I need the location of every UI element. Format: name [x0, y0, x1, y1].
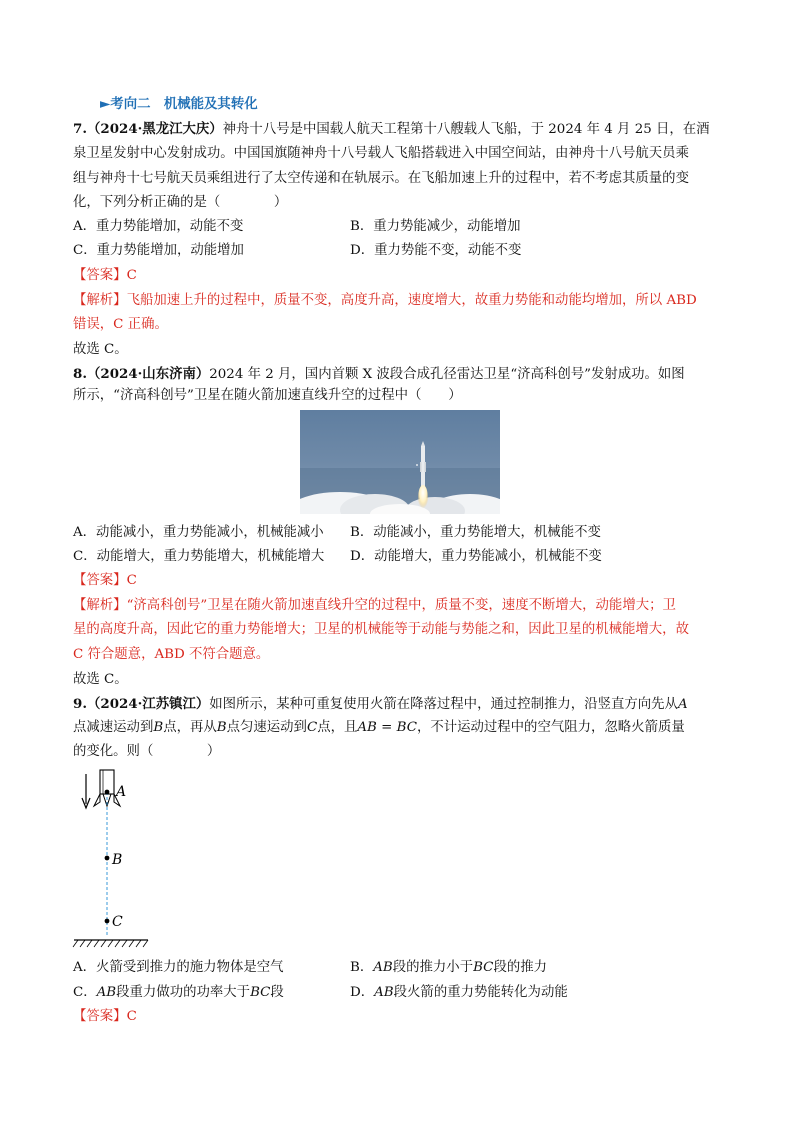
- q8-answer-label: 【答案】: [73, 573, 127, 588]
- q7-answer-label: 【答案】: [73, 268, 127, 283]
- section-title: ►考向二 机械能及其转化: [100, 96, 258, 112]
- q7-source: （2024·黑龙江大庆）: [86, 121, 223, 137]
- q9-text-3: 的变化。则（ ）: [73, 744, 221, 759]
- q7-option-d: D．重力势能不变，动能不变: [350, 243, 522, 258]
- label-b: B: [112, 852, 123, 868]
- q8-answer: [73, 571, 137, 591]
- q9-option-b-ab: AB: [373, 960, 393, 975]
- q9-var-a: A: [677, 697, 688, 712]
- q8-conclusion: 故选 C。: [73, 672, 128, 687]
- q7-analysis-text-1: 飞船加速上升的过程中，质量不变，高度升高，速度增大，故重力势能和动能均增加，所以 ABD: [126, 293, 697, 308]
- q9-option-b-prefix: B．: [350, 960, 374, 975]
- q9-text-2c: 点匀速运动到: [226, 720, 307, 735]
- q8-analysis-1: [73, 596, 676, 616]
- q9-option-c-ab: AB: [96, 985, 117, 1000]
- q9-option-b-bc: BC: [473, 960, 494, 975]
- q7-text-3: 组与神舟十七号航天员乘组进行了太空传递和在轨展示。在飞船加速上升的过程中，若不考虑其质量的变: [73, 171, 689, 186]
- q8-source: （2024·山东济南）: [86, 366, 210, 382]
- q7-answer-value: C: [126, 268, 137, 283]
- q7-number: 7.: [73, 121, 87, 137]
- q9-option-a: A．火箭受到推力的施力物体是空气: [73, 960, 284, 975]
- rocket-launch-photo: [300, 410, 500, 514]
- q9-option-b-mid: 段的推力小于: [392, 960, 474, 975]
- point-a: [105, 790, 110, 795]
- q9-var-b-2: B: [216, 720, 227, 735]
- q8-answer-value: C: [126, 573, 137, 588]
- q9-source: （2024·江苏镇江）: [86, 696, 210, 712]
- q9-var-c: C: [306, 720, 318, 735]
- q9-option-d-prefix: D．: [350, 985, 375, 1000]
- q9-answer-value: C: [126, 1009, 137, 1024]
- q9-line-1: [73, 694, 688, 715]
- q7-analysis-1: [73, 291, 697, 311]
- q9-equation: AB = BC: [357, 720, 417, 735]
- q8-text-1: 2024 年 2 月，国内首颗 X 波段合成孔径雷达卫星“济高科创号”发射成功。如图: [209, 367, 685, 382]
- q8-analysis-text-1: “济高科创号”卫星在随火箭加速直线升空的过程中，质量不变，速度不断增大，动能增大；卫: [126, 598, 676, 613]
- q9-option-d-post: 段火箭的重力势能转化为动能: [393, 985, 568, 1000]
- ground-hatch: [73, 940, 148, 947]
- q9-text-2d: 点，且: [317, 720, 358, 735]
- label-c: C: [112, 914, 123, 930]
- q9-var-b: B: [153, 720, 164, 735]
- q8-text-2: 所示，“济高科创号”卫星在随火箭加速直线升空的过程中（ ）: [73, 388, 462, 403]
- q9-option-c-bc: BC: [250, 985, 271, 1000]
- q8-analysis-label: 【解析】: [73, 598, 127, 613]
- q8-line-1: [73, 364, 685, 385]
- direction-arrow: [82, 774, 90, 808]
- q8-analysis-3: C 符合题意，ABD 不符合题意。: [73, 647, 270, 662]
- q7-option-b: B．重力势能减少，动能增加: [350, 219, 521, 234]
- q7-text-4: 化，下列分析正确的是（ ）: [73, 195, 288, 210]
- q7-analysis-2: 错误，C 正确。: [73, 317, 168, 332]
- q9-text-2a: 点减速运动到: [73, 720, 154, 735]
- q7-analysis-label: 【解析】: [73, 293, 127, 308]
- q8-option-a: A．动能减小，重力势能减小，机械能减小: [73, 525, 324, 540]
- q9-option-c-prefix: C．: [73, 985, 97, 1000]
- q9-option-d: [350, 983, 568, 1003]
- q8-analysis-2: 星的高度升高，因此它的重力势能增大；卫星的机械能等于动能与势能之和，因此卫星的机械能增大，故: [73, 622, 689, 637]
- q8-option-c: C．动能增大，重力势能增大，机械能增大: [73, 549, 325, 564]
- q9-text-2e: ，不计运动过程中的空气阻力，忽略火箭质量: [416, 720, 685, 735]
- q9-option-c-mid: 段重力做功的功率大于: [116, 985, 251, 1000]
- label-a: A: [116, 784, 127, 800]
- q7-line-1: [73, 119, 710, 140]
- q8-option-b: B．动能减小，重力势能增大，机械能不变: [350, 525, 601, 540]
- q7-option-c: C．重力势能增加，动能增加: [73, 243, 244, 258]
- q8-number: 8.: [73, 366, 87, 382]
- q7-conclusion: 故选 C。: [73, 342, 128, 357]
- q9-option-c: [73, 983, 284, 1003]
- q9-option-b: [350, 958, 547, 978]
- q7-text-2: 泉卫星发射中心发射成功。中国国旗随神舟十八号载人飞船搭载进入中国空间站，由神舟十八号航天员乘: [73, 146, 689, 161]
- q9-answer-label: 【答案】: [73, 1009, 127, 1024]
- q7-answer: [73, 266, 137, 286]
- rocket-descent-diagram: [70, 766, 160, 952]
- q9-option-c-post: 段: [270, 985, 284, 1000]
- q8-option-d: D．动能增大，重力势能减小，机械能不变: [350, 549, 602, 564]
- q9-number: 9.: [73, 696, 87, 712]
- q9-text-2b: 点，再从: [163, 720, 217, 735]
- q9-line-2: [73, 718, 685, 738]
- q7-text-1: 神舟十八号是中国载人航天工程第十八艘载人飞船，于 2024 年 4 月 25 日，在酒: [222, 122, 710, 137]
- q9-option-b-post: 段的推力: [493, 960, 547, 975]
- q9-answer: [73, 1007, 137, 1027]
- point-c: [105, 919, 110, 924]
- q9-text-1: 如图所示，某种可重复使用火箭在降落过程中，通过控制推力，沿竖直方向先从: [209, 697, 678, 712]
- point-b: [105, 856, 110, 861]
- q9-option-d-ab: AB: [374, 985, 394, 1000]
- q7-option-a: A．重力势能增加，动能不变: [73, 219, 244, 234]
